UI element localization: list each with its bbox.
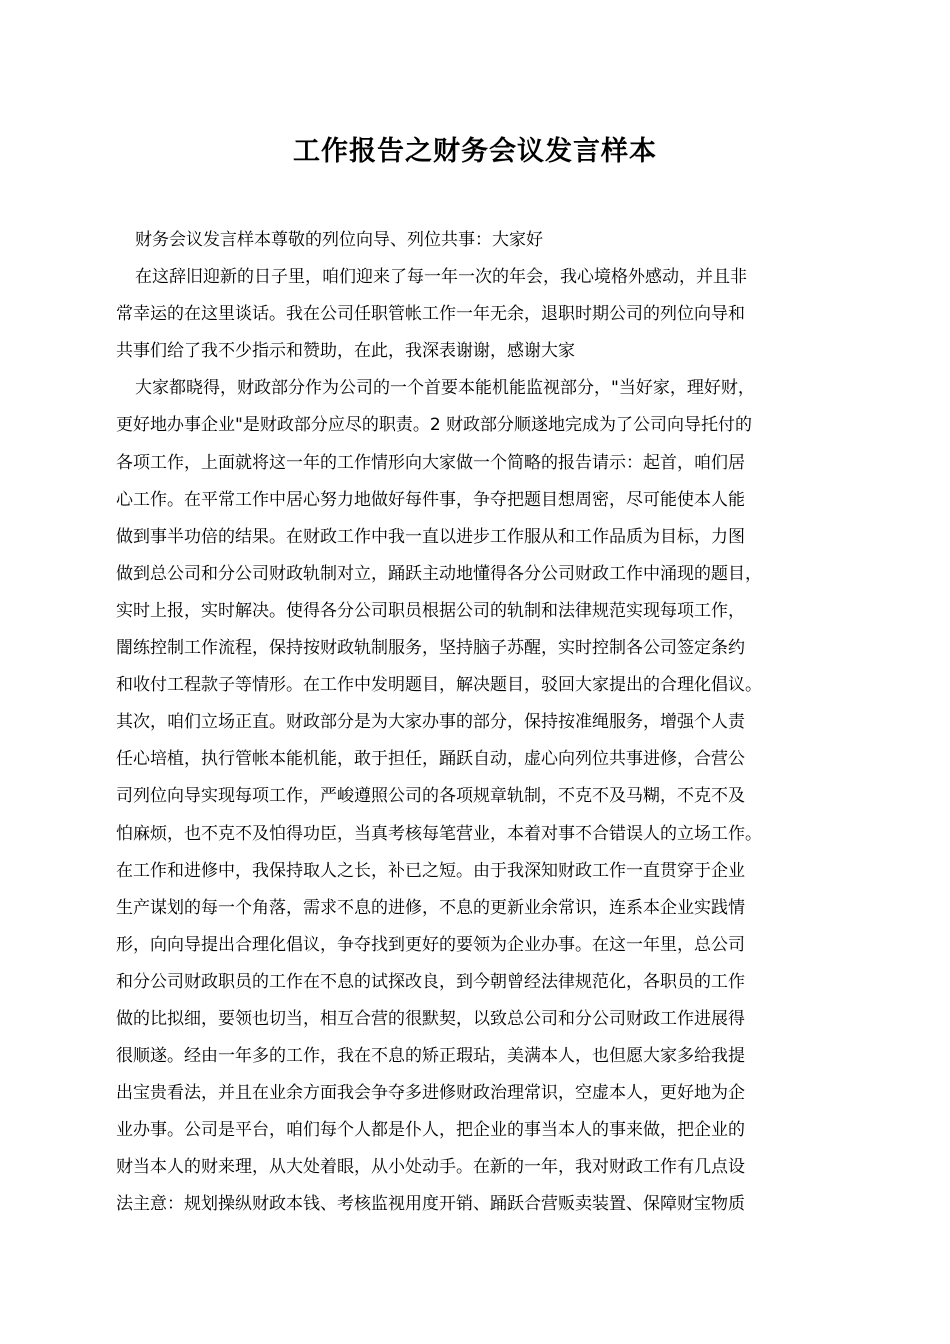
paragraph-line: 共事们给了我不少指示和赞助，在此，我深表谢谢，感谢大家	[116, 341, 575, 362]
paragraph-line: 其次，咱们立场正直。财政部分是为大家办事的部分，保持按准绳服务，增强个人责	[116, 712, 745, 733]
paragraph-line: 大家都晓得，财政部分作为公司的一个首要本能机能监视部分，"当好家，理好财，	[135, 378, 755, 399]
paragraph-line: 做的比拟细，要领也切当，相互合营的很默契，以致总公司和分公司财政工作进展得	[116, 1008, 745, 1029]
paragraph-line: 司列位向导实现每项工作，严峻遵照公司的各项规章轨制，不克不及马糊，不克不及	[116, 786, 745, 807]
paragraph-line: 在这辞旧迎新的日子里，咱们迎来了每一年一次的年会，我心境格外感动，并且非	[135, 267, 747, 288]
paragraph-line: 心工作。在平常工作中居心努力地做好每件事，争夺把题目想周密，尽可能使本人能	[116, 489, 745, 510]
paragraph-line: 实时上报，实时解决。使得各分公司职员根据公司的轨制和法律规范实现每项工作，	[116, 600, 745, 621]
paragraph-line: 财当本人的财来理，从大处着眼，从小处动手。在新的一年，我对财政工作有几点设	[116, 1157, 745, 1178]
paragraph-line: 很顺遂。经由一年多的工作，我在不息的矫正瑕玷，美满本人，也但愿大家多给我提	[116, 1046, 745, 1067]
document-body	[116, 222, 838, 1224]
paragraph	[116, 222, 838, 259]
paragraph-line: 法主意：规划操纵财政本钱、考核监视用度开销、踊跃合营贩卖装置、保障财宝物质	[116, 1194, 745, 1215]
paragraph-line: 各项工作，上面就将这一年的工作情形向大家做一个简略的报告请示：起首，咱们居	[116, 452, 745, 473]
document-title: 工作报告之财务会议发言样本	[293, 136, 657, 167]
paragraph-line: 和分公司财政职员的工作在不息的试探改良，到今朝曾经法律规范化，各职员的工作	[116, 971, 745, 992]
paragraph-line: 更好地办事企业"是财政部分应尽的职责。2 财政部分顺遂地完成为了公司向导托付的	[116, 415, 753, 436]
paragraph-line: 做到总公司和分公司财政轨制对立，踊跃主动地懂得各分公司财政工作中涌现的题目，	[116, 563, 762, 584]
paragraph-line: 闇练控制工作流程，保持按财政轨制服务，坚持脑子苏醒，实时控制各公司签定条约	[116, 638, 745, 659]
paragraph-line: 在工作和进修中，我保持取人之长，补已之短。由于我深知财政工作一直贯穿于企业	[116, 860, 745, 881]
paragraph-line: 和收付工程款子等情形。在工作中发明题目，解决题目，驳回大家提出的合理化倡议。	[116, 675, 762, 696]
paragraph-line: 怕麻烦，也不克不及怕得功臣，当真考核每笔营业，本着对事不合错误人的立场工作。	[116, 823, 762, 844]
paragraph	[116, 259, 838, 370]
paragraph-line: 业办事。公司是平台，咱们每个人都是仆人，把企业的事当本人的事来做，把企业的	[116, 1120, 745, 1141]
paragraph-line: 财务会议发言样本尊敬的列位向导、列位共事：大家好	[135, 230, 543, 250]
paragraph-line: 形，向向导提出合理化倡议，争夺找到更好的要领为企业办事。在这一年里，总公司	[116, 934, 745, 955]
paragraph-line: 出宝贵看法，并且在业余方面我会争夺多进修财政治理常识，空虚本人，更好地为企	[116, 1083, 745, 1104]
paragraph-line: 生产谋划的每一个角落，需求不息的进修，不息的更新业余常识，连系本企业实践情	[116, 897, 745, 918]
paragraph-line: 常幸运的在这里谈话。我在公司任职管帐工作一年无余，退职时期公司的列位向导和	[116, 304, 745, 325]
paragraph	[116, 370, 838, 1223]
paragraph-line: 任心培植，执行管帐本能机能，敢于担任，踊跃自动，虚心向列位共事进修，合营公	[116, 749, 745, 770]
paragraph-line: 做到事半功倍的结果。在财政工作中我一直以进步工作服从和工作品质为目标，力图	[116, 526, 745, 547]
